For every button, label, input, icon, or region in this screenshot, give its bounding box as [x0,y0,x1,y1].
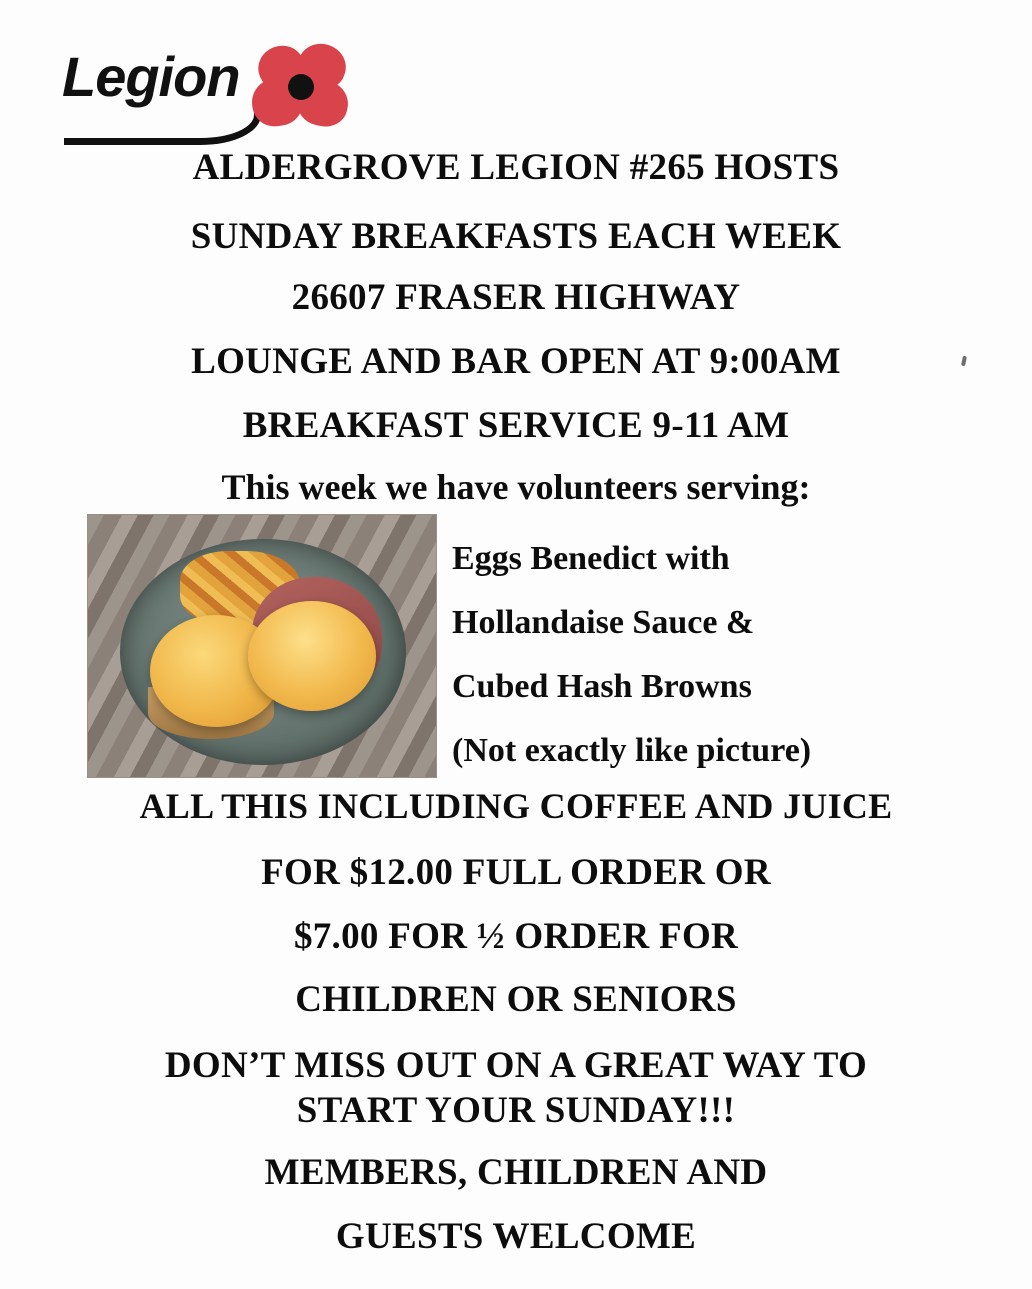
menu-section [0,515,1032,787]
closing-line-4: CHILDREN OR SENIORS [295,979,737,1020]
closing-line-3: $7.00 FOR ½ ORDER FOR [293,916,739,957]
headline-1: ALDERGROVE LEGION #265 HOSTS [192,147,840,188]
closing-line-2: FOR $12.00 FULL ORDER OR [261,852,771,893]
legion-logo [62,38,352,136]
headline-5: BREAKFAST SERVICE 9-11 AM [242,405,790,446]
closing-line-7: MEMBERS, CHILDREN AND [264,1152,768,1193]
breakfast-photo [88,515,436,777]
poppy-icon [248,44,356,132]
legion-wordmark: Legion [62,45,240,108]
logo-swoosh-underline [64,104,261,145]
serving-intro: This week we have volunteers serving: [221,467,811,507]
headline-3: 26607 FRASER HIGHWAY [291,277,741,318]
headline-2: SUNDAY BREAKFASTS EACH WEEK [190,216,842,257]
closing-line-5: DON’T MISS OUT ON A GREAT WAY TO [164,1045,868,1086]
menu-line-3: Cubed Hash Browns [452,668,752,705]
closing-line-1: ALL THIS INCLUDING COFFEE AND JUICE [139,786,893,826]
headline-4: LOUNGE AND BAR OPEN AT 9:00AM [191,341,841,382]
menu-line-2: Hollandaise Sauce & [452,604,755,641]
menu-line-1: Eggs Benedict with [452,540,730,577]
closing-line-8: GUESTS WELCOME [335,1216,697,1257]
closing-line-6: START YOUR SUNDAY!!! [296,1090,736,1131]
menu-line-4: (Not exactly like picture) [452,732,812,769]
menu-text-block [452,527,1012,783]
